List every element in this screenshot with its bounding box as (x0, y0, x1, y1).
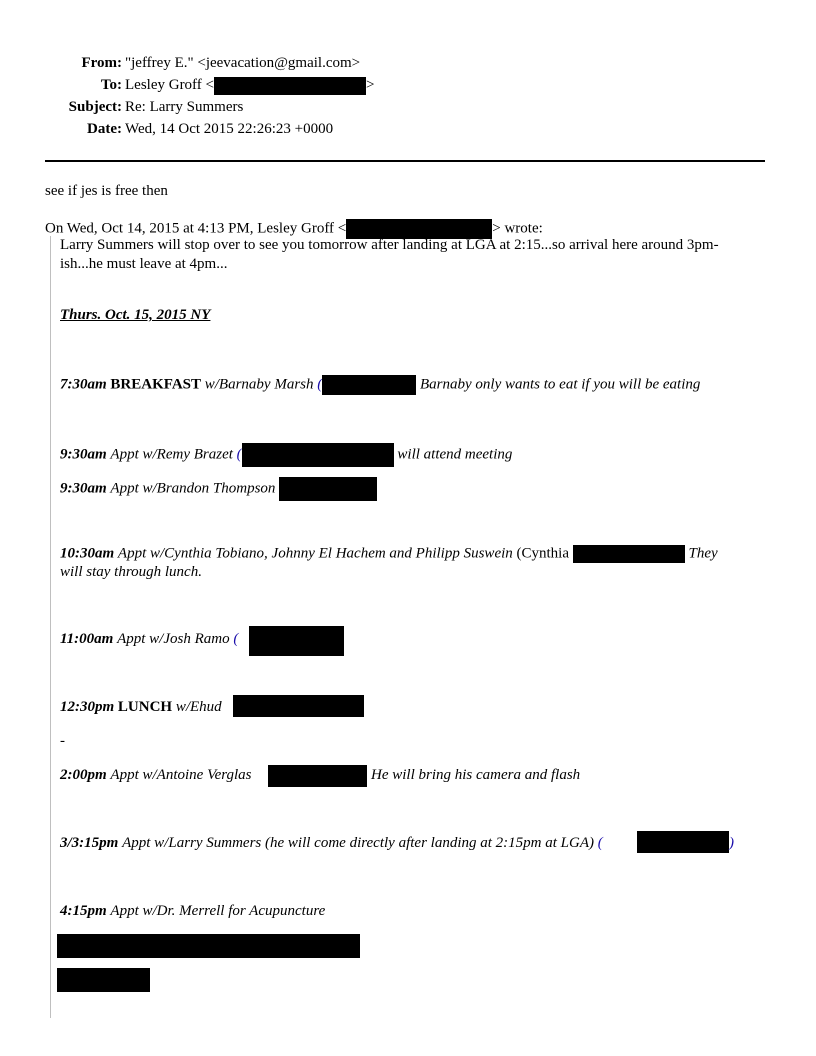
entry-text: Appt w/Cynthia Tobiano, Johnny El Hachem and Philipp Suswein (117, 545, 513, 562)
redaction-block (233, 695, 364, 717)
redaction-block (242, 443, 394, 467)
entry-text: w/Ehud (175, 699, 222, 715)
entry-text: Appt w/Remy Brazet (110, 446, 233, 463)
redaction-block (268, 765, 367, 787)
entry-text: Appt w/Antoine Verglas (110, 767, 252, 783)
entry-paren: ( (233, 631, 239, 647)
redaction-block (57, 934, 360, 958)
header-divider (45, 160, 765, 162)
subject-value: Re: Larry Summers (125, 99, 244, 115)
schedule-entry (60, 375, 765, 395)
schedule-entry (60, 443, 765, 467)
date-label: Date: (87, 121, 122, 137)
entry-after: They (688, 545, 718, 562)
redaction-block (57, 968, 150, 992)
entry-paren: ( (317, 376, 323, 393)
attribution-line (45, 219, 543, 239)
entry-close-wrap (729, 835, 749, 852)
schedule-entry (60, 903, 765, 920)
entry-time: 9:30am (60, 480, 107, 497)
redaction-block (637, 831, 729, 853)
entry-time: 4:15pm (60, 903, 107, 919)
from-row (46, 54, 376, 76)
entry-after: He will bring his camera and flash (371, 767, 581, 783)
schedule-date-text: Thurs. Oct. 15, 2015 NY (60, 307, 211, 323)
schedule-entry (60, 545, 765, 563)
from-value: "jeffrey E." <jeevacation@gmail.com> (125, 55, 361, 71)
entry-paren: ( (597, 835, 603, 851)
to-row (46, 76, 376, 98)
to-close: > (366, 77, 375, 93)
entry-time: 10:30am (60, 545, 115, 562)
schedule-entry-continuation (60, 564, 765, 581)
schedule-entry (60, 699, 765, 716)
entry-time: 3/3:15pm (60, 835, 119, 851)
attribution-pre: On Wed, Oct 14, 2015 at 4:13 PM, Lesley Groff < (45, 220, 347, 237)
entry-time: 12:30pm (60, 699, 115, 715)
subject-row (46, 98, 376, 120)
schedule-entry (60, 477, 765, 501)
redaction-block (214, 77, 366, 95)
entry-paren: ( (236, 446, 242, 463)
entry-text: Appt w/Larry Summers (he will come directly after landing at 2:15pm at LGA) (122, 835, 594, 851)
schedule-entry (60, 631, 765, 648)
redaction-block (346, 219, 492, 239)
entry-after-wrap (371, 767, 771, 784)
email-header (46, 54, 376, 142)
entry-event: BREAKFAST (110, 376, 201, 393)
entry-time: 11:00am (60, 631, 114, 647)
from-label: From: (81, 55, 122, 71)
quote-bar (50, 236, 51, 1018)
entry-event: LUNCH (117, 699, 173, 715)
entry-after: Barnaby only wants to eat if you will be eating (420, 376, 701, 393)
entry-continuation: will stay through lunch. (60, 564, 202, 580)
entry-after: will attend meeting (397, 446, 513, 463)
entry-text: w/Barnaby Marsh (204, 376, 314, 393)
entry-text: Appt w/Josh Ramo (117, 631, 230, 647)
entry-time: 7:30am (60, 376, 107, 393)
redaction-block (249, 626, 344, 656)
redaction-block (322, 375, 416, 395)
schedule-date-heading (60, 307, 765, 324)
date-value: Wed, 14 Oct 2015 22:26:23 +0000 (125, 121, 334, 137)
to-label: To: (100, 77, 122, 93)
date-row (46, 120, 376, 142)
quoted-intro-line2: ish...he must leave at 4pm... (60, 256, 228, 272)
dash: - (60, 733, 65, 749)
entry-paren: (Cynthia (516, 545, 570, 562)
entry-close: ) (729, 835, 734, 851)
attribution-post: > wrote: (492, 220, 543, 237)
subject-label: Subject: (68, 99, 122, 115)
entry-text: Appt w/Dr. Merrell for Acupuncture (110, 903, 326, 919)
to-value: Lesley Groff < (125, 77, 214, 93)
entry-time: 2:00pm (60, 767, 107, 783)
quoted-intro-line1: Larry Summers will stop over to see you tomorrow after landing at LGA at 2:15...so arrival here around 3pm- (60, 237, 719, 253)
redaction-block (279, 477, 377, 501)
reply-text: see if jes is free then (45, 183, 168, 199)
redaction-block (573, 545, 685, 563)
entry-time: 9:30am (60, 446, 107, 463)
entry-text: Appt w/Brandon Thompson (110, 480, 276, 497)
